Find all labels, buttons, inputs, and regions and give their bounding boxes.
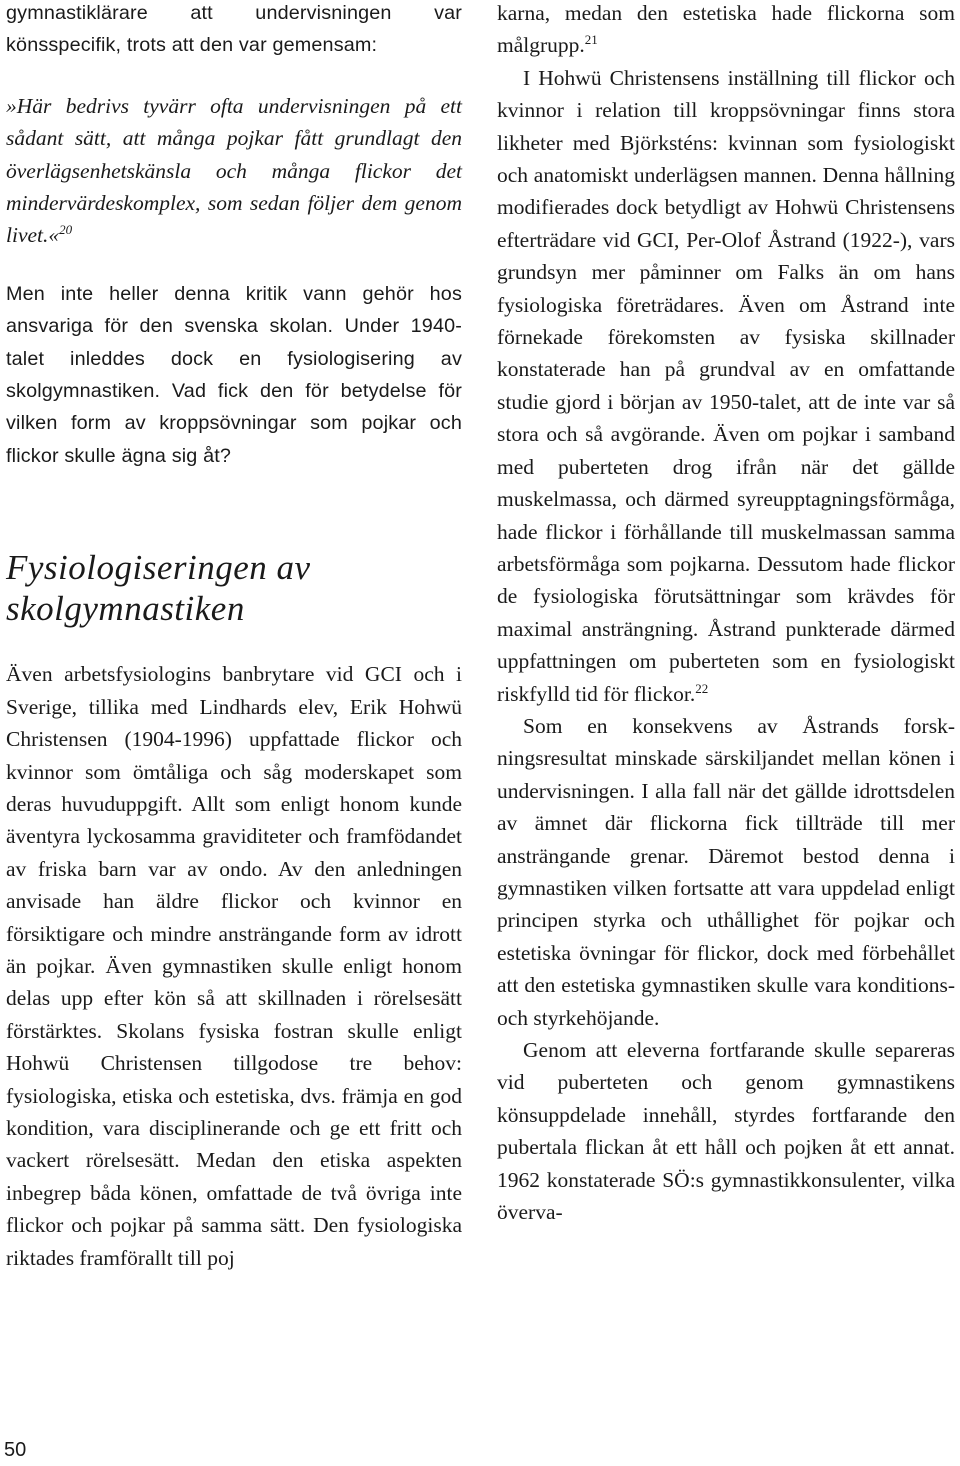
intro-text: gymnastiklärare att undervisningen var könsspecifik, trots att den var gemensam: <box>6 2 462 57</box>
quote-text: »Här bedrivs tyvärr ofta undervisningen på ett sådant sätt, att många pojkar fått grundlagt den överlägsenhetskänsla och många flickor det mindervärdeskomplex, som sedan följer dem genom livet.« <box>6 93 462 248</box>
paragraph-hohwu <box>497 62 955 710</box>
footnote-ref-22: 22 <box>695 680 709 696</box>
continuation-text: karna, medan den estetiska hade flickorna som målgrupp. <box>497 1 955 58</box>
paragraph-consequence: Som en konsekvens av Åstrands forskningsresultat minskade särskiljandet mellan könen i undervisningen. I alla fall när det gällde idrottsdelen av ämnet där flickorna fick tillträde till mer ansträngande grenar. Däremot bestod denna i gymnastiken vilken fortsatte att vara uppdelad enligt principen styrka och uthållighet för pojkar och estetiska övningar för flickor, dock med förbehållet att den estetiska gymnastiken skulle vara konditions- och styrkehöjande. <box>497 713 955 1030</box>
hohwu-text: I Hohwü Christensens inställning till flickor och kvinnor i relation till kroppsövningar finns stora likheter med Björksténs: kvinnan som fysiologiskt och anatomiskt underlägsen mannen. Denna hållning modifierades dock betydligt av Hohwü Christensens efterträdare vid GCI, Per-Olof Åstrand (1922-), vars grundsyn mer påminner om Falks än om hans fysiologiska företrädares. Även om Åstrand inte förnekade förekomsten av fysiska skillnader konstaterade han på grundval av en omfattande studie gjord i början av 1950-talet, att de inte var så stora och så avgörande. Även om pojkar i samband med puberteten drog ifrån när det gällde muskelmassa, och därmed syreupptagningsförmåga, hade flickor i förhållande till muskelmassan samma arbetsförmåga som pojkarna. Dessutom hade flickor de fysiologiska förutsättningar som krävdes för maximal ansträngning. Åstrand punkterade därmed uppfattningen om puberteten som en fysiologiskt riskfylld tid för flickor. <box>497 65 955 706</box>
page-number: 50 <box>4 1439 27 1461</box>
paragraph-criticism: Men inte heller denna kritik vann gehör hos ansvariga för den svenska skolan. Under 1940-talet inleddes dock en fysiologisering av skolgymnastiken. Vad fick den för betydelse för vilken form av kroppsövningar som pojkar och flickor skulle ägna sig åt? <box>6 282 462 467</box>
block-quote <box>6 90 462 252</box>
left-column <box>6 0 462 1274</box>
section-body: Även arbetsfysiologins banbrytare vid GCI och i Sverige, tillika med Lindhards elev, Erik Hohwü Christensen (1904-1996) uppfattade flickor och kvinnor som ömtåliga och såg moderskapet som deras huvuduppgift. Allt som enligt honom kunde äventyra lyckosamma graviditeter och framfödandet av friska barn var av ondo. Av den anledningen anvisade han äldre flickor och kvinnor en försiktigare och mindre ansträngande form av idrott än pojkar. Även gymnastiken skulle enligt honom delas upp efter kön så att skillnaden i rörelsesätt förstärktes. Skolans fysiska fostran skulle enligt Hohwü Christensen tillgodose tre behov: fysiologiska, etiska och estetiska, dvs. främja en god kondition, vara disciplinerande och ge ett fritt och vackert rörelsesätt. Medan den etiska aspekten inbegrep båda könen, omfattade de två övriga inte flickor och pojkar på samma sätt. Den fysiologiska riktades framförallt till poj <box>6 662 462 1270</box>
paragraph-puberty: Genom att eleverna fortfarande skulle separeras vid puberteten och genom gymnastikens könsuppdelade innehåll, styrdes fortfarande den pubertala flickan åt ett håll och pojken åt ett annat. 1962 konstaterade SÖ:s gymnastikkonsulenter, vilka överva- <box>497 1038 955 1225</box>
footnote-ref-20: 20 <box>59 222 73 238</box>
paragraph-continuation <box>497 0 955 62</box>
footnote-ref-21: 21 <box>584 32 598 48</box>
right-column <box>497 0 955 1228</box>
section-heading: Fysiologiseringen av skolgymnastiken <box>6 548 311 629</box>
